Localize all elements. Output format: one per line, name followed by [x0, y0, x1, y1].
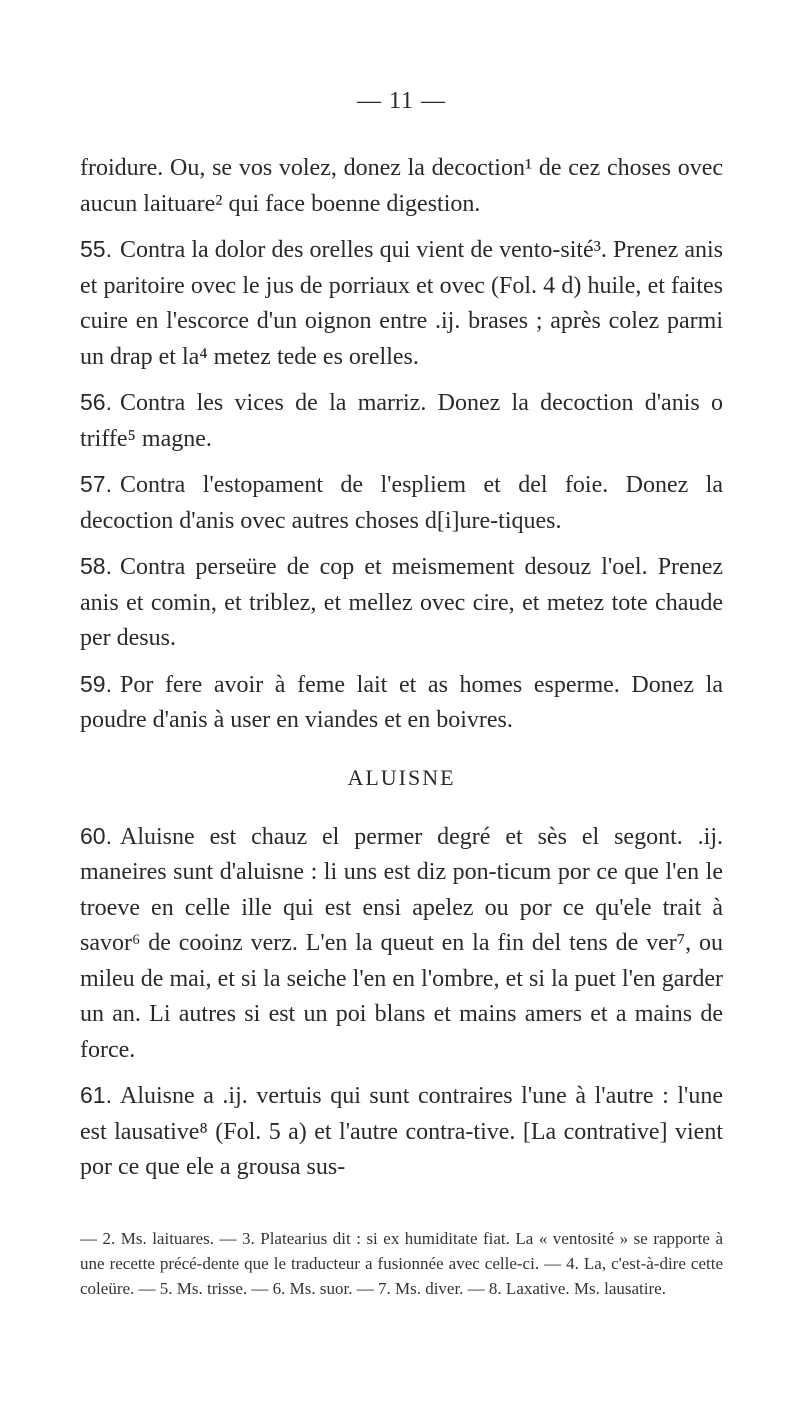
recipe-number: 60.: [80, 822, 112, 849]
recipe-text: Contra l'estopament de l'espliem et del foie. Donez la decoction d'anis ovec autres choses d[i]ure-tiques.: [80, 472, 723, 534]
recipe-number: 61.: [80, 1082, 112, 1108]
paragraph-text: froidure. Ou, se vos volez, donez la decoction¹ de cez choses ovec aucun laituare² qui face boenne digestion.: [80, 155, 723, 217]
recipe-56: [80, 385, 723, 457]
recipe-text: Contra perseüre de cop et meismement desouz l'oel. Prenez anis et comin, et triblez, et mellez ovec cire, et metez tote chaude per desus.: [80, 554, 723, 651]
recipe-number: 58.: [80, 553, 112, 579]
recipe-text: Por fere avoir à feme lait et as homes esperme. Donez la poudre d'anis à user en viandes et en boivres.: [80, 671, 723, 733]
recipe-number: 57.: [80, 471, 112, 497]
recipe-58: [80, 549, 723, 657]
recipe-55: [80, 232, 723, 375]
paragraph-continuation: [80, 151, 723, 222]
recipe-text: Contra la dolor des orelles qui vient de vento-sité³. Prenez anis et paritoire ovec le jus de porriaux et ovec (Fol. 4 d) huile, et faites cuire en l'escorce d'un oignon entre .ij. brases ; après colez parmi un drap et la⁴ metez tede es orelles.: [80, 237, 723, 370]
recipe-text: Contra les vices de la marriz. Donez la decoction d'anis o triffe⁵ magne.: [80, 390, 723, 452]
recipe-number: 55.: [80, 236, 112, 262]
recipe-60: [80, 819, 723, 1069]
recipe-59: [80, 667, 723, 739]
book-page: [80, 88, 723, 1301]
recipe-57: [80, 467, 723, 539]
recipe-61: [80, 1078, 723, 1186]
recipe-text: Aluisne a .ij. vertuis qui sunt contraires l'une à l'autre : l'une est lausative⁸ (Fol. 5 a) et l'autre contra-tive. [La contrative] vient por ce que ele a grousa sus-: [80, 1083, 723, 1180]
recipe-text: Aluisne est chauz el permer degré et sès el segont. .ij. maneires sunt d'aluisne : li uns est diz pon-ticum por ce que l'en le troeve en celle ille qui est ensi apelez ou por ce qu'ele trait à savor⁶ de cooinz verz. L'en la queut en la fin del tens de ver⁷, ou mileu de mai, et si la seiche l'en en l'ombre, et si la puet l'en garder un an. Li autres si est un poi blans et mains amers et a mains de force.: [80, 823, 723, 1063]
page-number: — 11 —: [356, 88, 447, 114]
footnotes: — 2. Ms. laituares. — 3. Platearius dit : si ex humiditate fiat. La « ventosité » se rapporte à une recette précé-dente que le traducteur a fusionnée avec celle-ci. — 4. La, c'est-à-dire cette coleüre. — 5. Ms. trisse. — 6. Ms. suor. — 7. Ms. diver. — 8. Laxative. Ms. lausatire.: [80, 1228, 723, 1298]
recipe-number: 56.: [80, 389, 112, 415]
recipe-number: 59.: [80, 670, 112, 697]
section-title: ALUISNE: [347, 764, 456, 790]
